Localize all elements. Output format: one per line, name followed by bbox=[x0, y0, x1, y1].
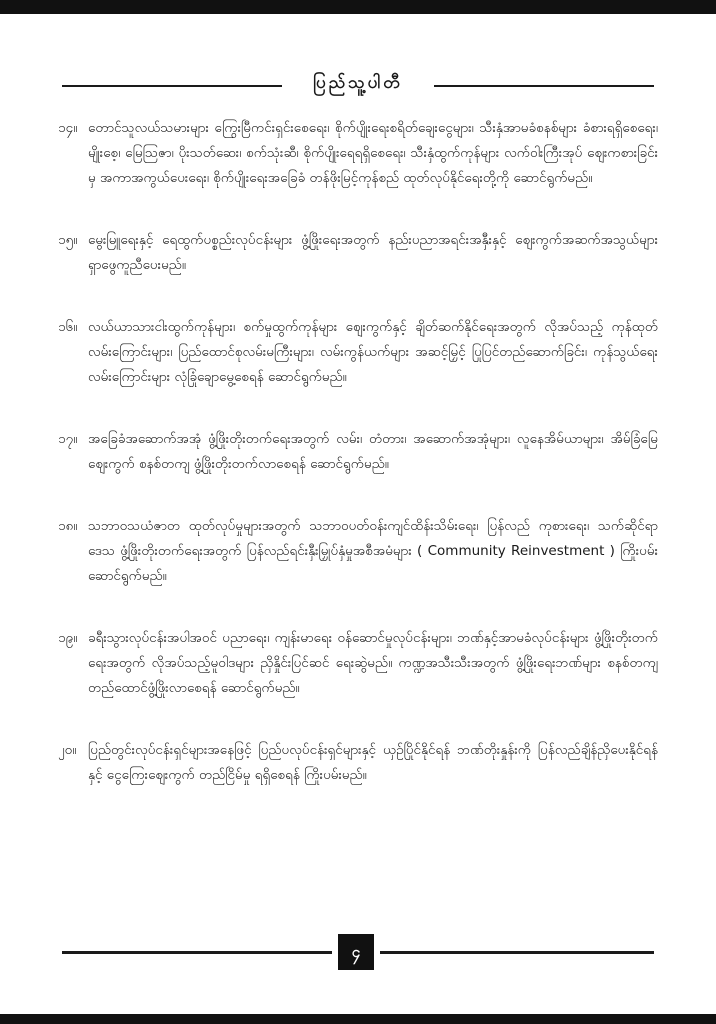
item-text: တောင်သူလယ်သမားများ ကြွေးမြီကင်းရှင်းစေရေး၊ စိုက်ပျိုးရေးစရိတ်ချေးငွေများ၊ သီးနှံအာမခံစနစ်များ ခံစားရရှိစေရေး၊ မျိုးစေ့၊ မြေသြဇာ၊ ပိုးသတ်ဆေး၊ စက်သုံးဆီ၊ စိုက်ပျိုးရေရရှိစေရေး၊ သီးနှံထွက်ကုန်များ လက်ဝါးကြီးအုပ် ဈေးကစားခြင်းမှ အကာအကွယ်ပေးရေး၊ စိုက်ပျိုးရေးအခြေခံ တန်ဖိုးမြင့်ကုန်စည် ထုတ်လုပ်နိုင်ရေးတို့ကို ဆောင်ရွက်မည်။ bbox=[88, 120, 658, 186]
item-number: ၁၉။ bbox=[58, 630, 78, 646]
item-number: ၁၄။ bbox=[58, 120, 78, 136]
policy-item-20 bbox=[58, 738, 658, 788]
footer-rule-right bbox=[380, 951, 654, 954]
policy-item-18 bbox=[58, 514, 658, 589]
policy-item-16 bbox=[58, 315, 658, 390]
item-text: လယ်ယာသားငါးထွက်ကုန်များ၊ စက်မှုထွက်ကုန်များ ဈေးကွက်နှင့် ချိတ်ဆက်နိုင်ရေးအတွက် လိုအပ်သည့် ကုန်ထုတ်လမ်းကြောင်းများ၊ ပြည်ထောင်စုလမ်းမကြီးများ၊ လမ်းကွန်ယက်များ အဆင့်မြှင့် ပြုပြင်တည်ဆောက်ခြင်း၊ ကုန်သွယ်ရေးလမ်းကြောင်းများ လုံခြုံချောမွေ့စေရန် ဆောင်ရွက်မည်။ bbox=[88, 319, 658, 385]
bottom-border-bar bbox=[0, 1014, 716, 1024]
item-number: ၁၆။ bbox=[58, 319, 78, 335]
top-border-bar bbox=[0, 0, 716, 14]
item-number: ၂၀။ bbox=[58, 742, 77, 758]
policy-item-14 bbox=[58, 116, 658, 191]
policy-list bbox=[58, 116, 658, 825]
policy-item-19 bbox=[58, 626, 658, 701]
item-text: သဘာဝသယံဇာတ ထုတ်လုပ်မှုများအတွက် သဘာဝပတ်ဝန်းကျင်ထိန်းသိမ်းရေး၊ ပြန်လည် ကုစားရေး၊ သက်ဆိုင်ရာဒေသ ဖွံ့ဖြိုးတိုးတက်ရေးအတွက် ပြန်လည်ရင်းနှီးမြှုပ်နှံမှုအစီအမံများ ( Community Reinvestment ) ကြိုးပမ်းဆောင်ရွက်မည်။ bbox=[88, 518, 658, 584]
policy-item-17 bbox=[58, 427, 658, 477]
item-text: မွေးမြူရေးနှင့် ရေထွက်ပစ္စည်းလုပ်ငန်းများ ဖွံ့ဖြိုးရေးအတွက် နည်းပညာအရင်းအနှီးနှင့် ဈေးကွက်အဆက်အသွယ်များ ရှာဖွေကူညီပေးမည်။ bbox=[88, 232, 658, 273]
item-number: ၁၈။ bbox=[58, 518, 78, 534]
item-number: ၁၇။ bbox=[58, 431, 78, 447]
item-text: ပြည်တွင်းလုပ်ငန်းရှင်များအနေဖြင့် ပြည်ပလုပ်ငန်းရှင်များနှင့် ယှဉ်ပြိုင်နိုင်ရန် ဘဏ်တိုးနှုန်းကို ပြန်လည်ချိန်ညှိပေးနိုင်ရန်နှင့် ငွေကြေးဈေးကွက် တည်ငြိမ်မှု ရရှိစေရန် ကြိုးပမ်းမည်။ bbox=[88, 742, 658, 783]
footer-rule-left bbox=[62, 951, 332, 954]
item-text: ခရီးသွားလုပ်ငန်းအပါအဝင် ပညာရေး၊ ကျန်းမာရေး ဝန်ဆောင်မှုလုပ်ငန်းများ၊ ဘဏ်နှင့်အာမခံလုပ်ငန်းများ ဖွံ့ဖြိုးတိုးတက်ရေးအတွက် လိုအပ်သည့်မူဝါဒများ ညှိနှိုင်းပြင်ဆင် ရေးဆွဲမည်။ ကဏ္ဍအသီးသီးအတွက် ဖွံ့ဖြိုးရေးဘဏ်များ စနစ်တကျ တည်ထောင်ဖွံ့ဖြိုးလာစေရန် ဆောင်ရွက်မည်။ bbox=[88, 630, 658, 696]
policy-item-15 bbox=[58, 228, 658, 278]
item-text: အခြေခံအဆောက်အအုံ ဖွံ့ဖြိုးတိုးတက်ရေးအတွက် လမ်း၊ တံတား၊ အဆောက်အအုံများ၊ လူနေအိမ်ယာများ၊ အိမ်ခြံမြေဈေးကွက် စနစ်တကျ ဖွံ့ဖြိုးတိုးတက်လာစေရန် ဆောင်ရွက်မည်။ bbox=[88, 431, 658, 472]
header-rule-left bbox=[62, 85, 282, 87]
item-number: ၁၅။ bbox=[58, 232, 78, 248]
header-title: ပြည်သူ့ပါတီ bbox=[313, 73, 403, 93]
page-header bbox=[62, 70, 654, 100]
page-number: ၄ bbox=[338, 934, 374, 970]
header-rule-right bbox=[434, 85, 654, 87]
page-footer bbox=[62, 932, 654, 972]
